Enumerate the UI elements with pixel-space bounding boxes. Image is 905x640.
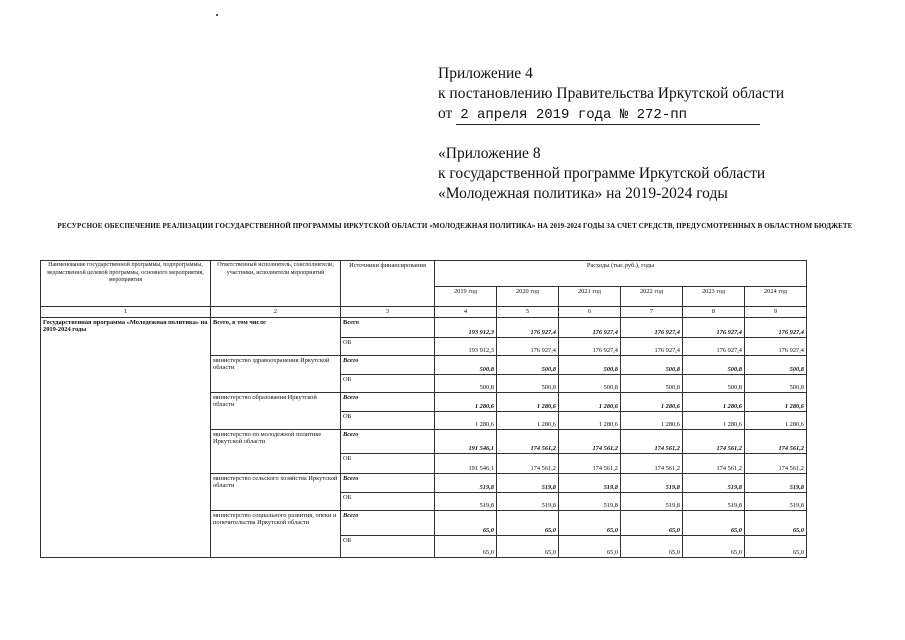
value-cell: 193 912,3 — [435, 338, 497, 356]
value-cell: 65,0 — [559, 536, 621, 558]
value-cell: 519,8 — [683, 493, 745, 511]
appendix-4-block — [438, 64, 784, 125]
value-cell: 174 561,2 — [621, 454, 683, 474]
year-header: 2021 год — [559, 287, 621, 307]
year-header: 2024 год — [745, 287, 807, 307]
appendix-4-title: Приложение 4 — [438, 65, 533, 82]
year-header: 2023 год — [683, 287, 745, 307]
value-cell: 1 280,6 — [683, 412, 745, 430]
value-cell: 519,8 — [621, 474, 683, 493]
value-cell: 519,8 — [745, 493, 807, 511]
table-row — [41, 318, 807, 338]
source-cell: ОБ — [341, 338, 435, 356]
column-number: 7 — [621, 307, 683, 318]
appendix-4-decree: к постановлению Правительства Иркутской области — [438, 85, 785, 102]
program-name-cell: Государственная программа «Молодежная политика» на 2019-2024 годы — [41, 318, 211, 558]
value-cell: 174 561,2 — [745, 454, 807, 474]
value-cell: 500,8 — [683, 356, 745, 375]
value-cell: 176 927,4 — [745, 338, 807, 356]
value-cell: 176 927,4 — [497, 338, 559, 356]
resource-table — [40, 260, 807, 558]
value-cell: 65,0 — [435, 536, 497, 558]
value-cell: 65,0 — [621, 511, 683, 536]
value-cell: 519,8 — [559, 474, 621, 493]
value-cell: 65,0 — [683, 511, 745, 536]
value-cell: 191 546,1 — [435, 430, 497, 454]
value-cell: 65,0 — [683, 536, 745, 558]
value-cell: 519,8 — [435, 493, 497, 511]
value-cell: 519,8 — [497, 493, 559, 511]
value-cell: 500,8 — [683, 375, 745, 393]
header-row-1 — [41, 261, 807, 287]
value-cell: 65,0 — [745, 511, 807, 536]
value-cell: 519,8 — [621, 493, 683, 511]
source-cell: Всего — [341, 393, 435, 412]
value-cell: 1 280,6 — [497, 412, 559, 430]
value-cell: 500,8 — [621, 375, 683, 393]
value-cell: 500,8 — [559, 356, 621, 375]
column-number: 3 — [341, 307, 435, 318]
value-cell: 176 927,4 — [621, 338, 683, 356]
source-cell: Всего — [341, 430, 435, 454]
value-cell: 174 561,2 — [621, 430, 683, 454]
col-header-executor: Ответственный исполнитель, соисполнители, участники, исполнители мероприятий — [211, 261, 341, 307]
value-cell: 519,8 — [683, 474, 745, 493]
date-prefix: от — [438, 105, 453, 122]
value-cell: 1 280,6 — [435, 412, 497, 430]
value-cell: 500,8 — [559, 375, 621, 393]
value-cell: 500,8 — [435, 375, 497, 393]
value-cell: 1 280,6 — [621, 412, 683, 430]
column-number: 5 — [497, 307, 559, 318]
source-cell: Всего — [341, 356, 435, 375]
executor-cell: министерство сельского хозяйства Иркутской области — [211, 474, 341, 511]
column-number: 8 — [683, 307, 745, 318]
appendix-8-program: к государственной программе Иркутской области — [438, 165, 766, 182]
value-cell: 500,8 — [497, 356, 559, 375]
source-cell: ОБ — [341, 493, 435, 511]
value-cell: 176 927,4 — [621, 318, 683, 338]
value-cell: 65,0 — [621, 536, 683, 558]
executor-cell: министерство образования Иркутской области — [211, 393, 341, 430]
appendix-4-date-line — [438, 104, 784, 125]
value-cell: 176 927,4 — [745, 318, 807, 338]
value-cell: 519,8 — [497, 474, 559, 493]
value-cell: 65,0 — [497, 536, 559, 558]
value-cell: 174 561,2 — [683, 454, 745, 474]
col-header-name: Наименование государственной программы, подпрограммы, ведомственной целевой программы, основного мероприятия, мероприятия — [41, 261, 211, 307]
value-cell: 1 280,6 — [559, 412, 621, 430]
value-cell: 1 280,6 — [435, 393, 497, 412]
executor-cell: Всего, в том числе — [211, 318, 341, 356]
value-cell: 65,0 — [559, 511, 621, 536]
value-cell: 65,0 — [745, 536, 807, 558]
value-cell: 176 927,4 — [683, 318, 745, 338]
source-cell: Всего — [341, 318, 435, 338]
column-number: 6 — [559, 307, 621, 318]
scan-speck — [216, 14, 218, 16]
value-cell: 174 561,2 — [745, 430, 807, 454]
value-cell: 176 927,4 — [683, 338, 745, 356]
value-cell: 176 927,4 — [559, 318, 621, 338]
value-cell: 519,8 — [435, 474, 497, 493]
value-cell: 176 927,4 — [497, 318, 559, 338]
col-header-source: Источники финансирования — [341, 261, 435, 307]
appendix-8-title: «Приложение 8 — [438, 145, 541, 162]
column-number: 1 — [41, 307, 211, 318]
value-cell: 500,8 — [497, 375, 559, 393]
value-cell: 174 561,2 — [559, 454, 621, 474]
year-header: 2020 год — [497, 287, 559, 307]
value-cell: 1 280,6 — [497, 393, 559, 412]
value-cell: 65,0 — [497, 511, 559, 536]
source-cell: ОБ — [341, 375, 435, 393]
appendix-8-block — [438, 144, 765, 204]
value-cell: 500,8 — [621, 356, 683, 375]
year-header: 2022 год — [621, 287, 683, 307]
col-header-expenses: Расходы (тыс.руб.), годы — [435, 261, 807, 287]
value-cell: 174 561,2 — [559, 430, 621, 454]
decree-date-number: 2 апреля 2019 года № 272-пп — [456, 107, 760, 125]
value-cell: 193 912,3 — [435, 318, 497, 338]
year-header: 2019 год — [435, 287, 497, 307]
value-cell: 1 280,6 — [559, 393, 621, 412]
source-cell: Всего — [341, 474, 435, 493]
source-cell: ОБ — [341, 454, 435, 474]
value-cell: 65,0 — [435, 511, 497, 536]
value-cell: 1 280,6 — [683, 393, 745, 412]
source-cell: ОБ — [341, 536, 435, 558]
executor-cell: министерство здравоохранения Иркутской области — [211, 356, 341, 393]
value-cell: 519,8 — [559, 493, 621, 511]
value-cell: 174 561,2 — [683, 430, 745, 454]
value-cell: 1 280,6 — [745, 393, 807, 412]
column-number: 9 — [745, 307, 807, 318]
appendix-8-program-name: «Молодежная политика» на 2019-2024 годы — [438, 185, 728, 202]
value-cell: 500,8 — [745, 356, 807, 375]
column-number: 2 — [211, 307, 341, 318]
value-cell: 191 546,1 — [435, 454, 497, 474]
value-cell: 174 561,2 — [497, 454, 559, 474]
value-cell: 174 561,2 — [497, 430, 559, 454]
value-cell: 500,8 — [435, 356, 497, 375]
value-cell: 500,8 — [745, 375, 807, 393]
executor-cell: министерство по молодежной политике Иркутской области — [211, 430, 341, 474]
value-cell: 1 280,6 — [745, 412, 807, 430]
value-cell: 519,8 — [745, 474, 807, 493]
source-cell: ОБ — [341, 412, 435, 430]
document-title: РЕСУРСНОЕ ОБЕСПЕЧЕНИЕ РЕАЛИЗАЦИИ ГОСУДАРСТВЕННОЙ ПРОГРАММЫ ИРКУТСКОЙ ОБЛАСТИ «МОЛОДЕЖНАЯ ПОЛИТИКА» НА 2019-2024 ГОДЫ ЗА СЧЕТ СРЕДСТВ, ПРЕДУСМОТРЕННЫХ В ОБЛАСТНОМ БЮДЖЕТЕ — [57, 222, 853, 230]
column-number-row — [41, 307, 807, 318]
column-number: 4 — [435, 307, 497, 318]
source-cell: Всего — [341, 511, 435, 536]
value-cell: 176 927,4 — [559, 338, 621, 356]
executor-cell: министерство социального развития, опеки и попечительства Иркутской области — [211, 511, 341, 558]
value-cell: 1 280,6 — [621, 393, 683, 412]
